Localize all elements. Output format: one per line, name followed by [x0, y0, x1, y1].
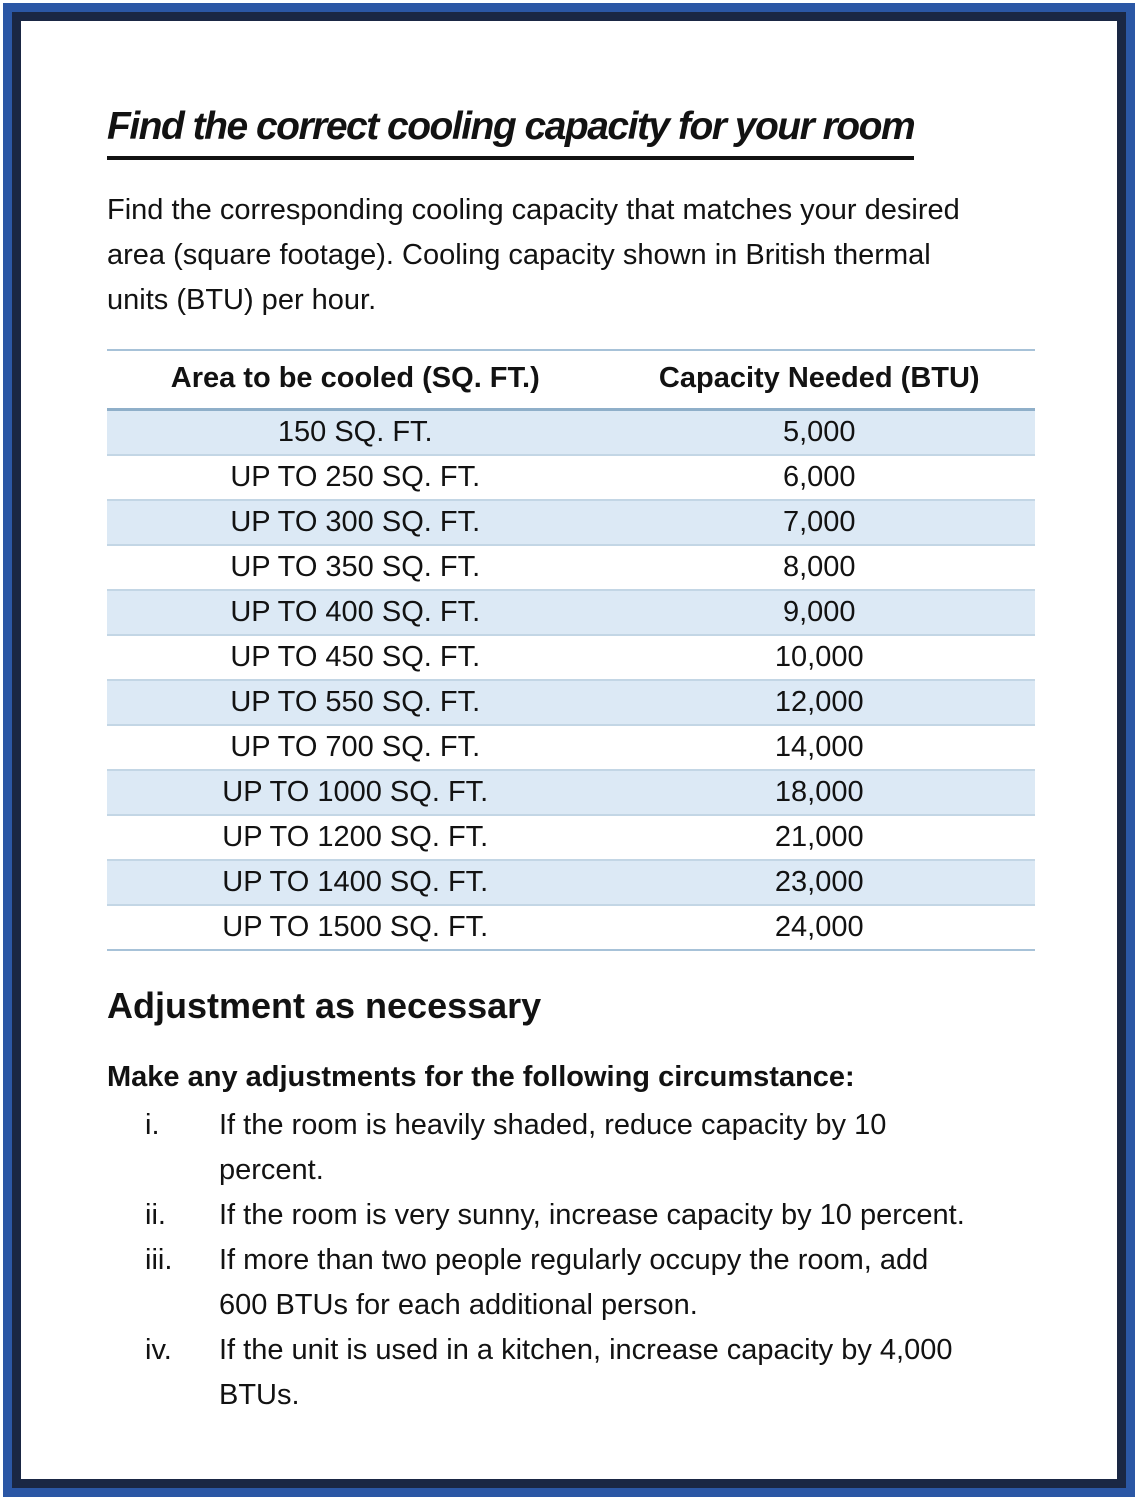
capacity-cell: 12,000	[604, 680, 1036, 725]
cooling-capacity-table	[107, 349, 1035, 951]
area-cell: UP TO 1200 SQ. FT.	[107, 815, 604, 860]
area-cell: UP TO 1500 SQ. FT.	[107, 905, 604, 950]
list-text-line: If the room is heavily shaded, reduce capacity by 10	[219, 1109, 887, 1141]
table-row	[107, 680, 1035, 725]
table-row	[107, 590, 1035, 635]
list-numeral: iv.	[145, 1334, 172, 1366]
area-cell: UP TO 1000 SQ. FT.	[107, 770, 604, 815]
table-row	[107, 725, 1035, 770]
adjustments-list	[107, 1103, 1035, 1418]
page-content	[21, 21, 1117, 1479]
capacity-cell: 10,000	[604, 635, 1036, 680]
list-text-line: If more than two people regularly occupy the room, add	[219, 1244, 929, 1276]
list-text	[219, 1238, 1035, 1328]
area-cell: UP TO 350 SQ. FT.	[107, 545, 604, 590]
list-numeral: ii.	[145, 1199, 166, 1231]
table-row	[107, 410, 1035, 456]
capacity-cell: 24,000	[604, 905, 1036, 950]
capacity-cell: 6,000	[604, 455, 1036, 500]
column-header-capacity: Capacity Needed (BTU)	[604, 350, 1036, 410]
list-item	[107, 1238, 1035, 1328]
table-row	[107, 905, 1035, 950]
list-text-line: BTUs.	[219, 1379, 300, 1411]
list-text	[219, 1193, 1035, 1238]
capacity-cell: 14,000	[604, 725, 1036, 770]
list-numeral: i.	[145, 1109, 160, 1141]
list-text-line: If the unit is used in a kitchen, increase capacity by 4,000	[219, 1334, 953, 1366]
area-cell: UP TO 1400 SQ. FT.	[107, 860, 604, 905]
table-row	[107, 455, 1035, 500]
list-text	[219, 1103, 1035, 1193]
intro-line: Find the corresponding cooling capacity that matches your desired	[107, 194, 960, 226]
column-header-area: Area to be cooled (SQ. FT.)	[107, 350, 604, 410]
table-row	[107, 815, 1035, 860]
capacity-cell: 8,000	[604, 545, 1036, 590]
area-cell: UP TO 250 SQ. FT.	[107, 455, 604, 500]
adjustments-intro: Make any adjustments for the following circumstance:	[107, 1061, 855, 1093]
area-cell: UP TO 400 SQ. FT.	[107, 590, 604, 635]
outer-frame	[3, 3, 1135, 1497]
capacity-cell: 23,000	[604, 860, 1036, 905]
area-cell: UP TO 300 SQ. FT.	[107, 500, 604, 545]
list-text-line: If the room is very sunny, increase capacity by 10 percent.	[219, 1199, 965, 1231]
adjustment-section-heading: Adjustment as necessary	[107, 985, 542, 1026]
table-header-row	[107, 350, 1035, 410]
list-text-line: percent.	[219, 1154, 324, 1186]
capacity-cell: 9,000	[604, 590, 1036, 635]
capacity-cell: 18,000	[604, 770, 1036, 815]
list-text-line: 600 BTUs for each additional person.	[219, 1289, 698, 1321]
list-item	[107, 1193, 1035, 1238]
intro-paragraph	[107, 188, 1035, 323]
list-numeral: iii.	[145, 1244, 173, 1276]
capacity-cell: 7,000	[604, 500, 1036, 545]
capacity-cell: 21,000	[604, 815, 1036, 860]
capacity-cell: 5,000	[604, 410, 1036, 456]
area-cell: UP TO 450 SQ. FT.	[107, 635, 604, 680]
table-row	[107, 545, 1035, 590]
list-item	[107, 1328, 1035, 1418]
area-cell: UP TO 700 SQ. FT.	[107, 725, 604, 770]
page-title: Find the correct cooling capacity for your room	[107, 105, 914, 160]
area-cell: 150 SQ. FT.	[107, 410, 604, 456]
list-text	[219, 1328, 1035, 1418]
intro-line: units (BTU) per hour.	[107, 284, 377, 316]
table-row	[107, 500, 1035, 545]
area-cell: UP TO 550 SQ. FT.	[107, 680, 604, 725]
inner-frame	[12, 12, 1126, 1488]
table-row	[107, 635, 1035, 680]
intro-line: area (square footage). Cooling capacity shown in British thermal	[107, 239, 931, 271]
list-item	[107, 1103, 1035, 1193]
table-row	[107, 770, 1035, 815]
table-row	[107, 860, 1035, 905]
